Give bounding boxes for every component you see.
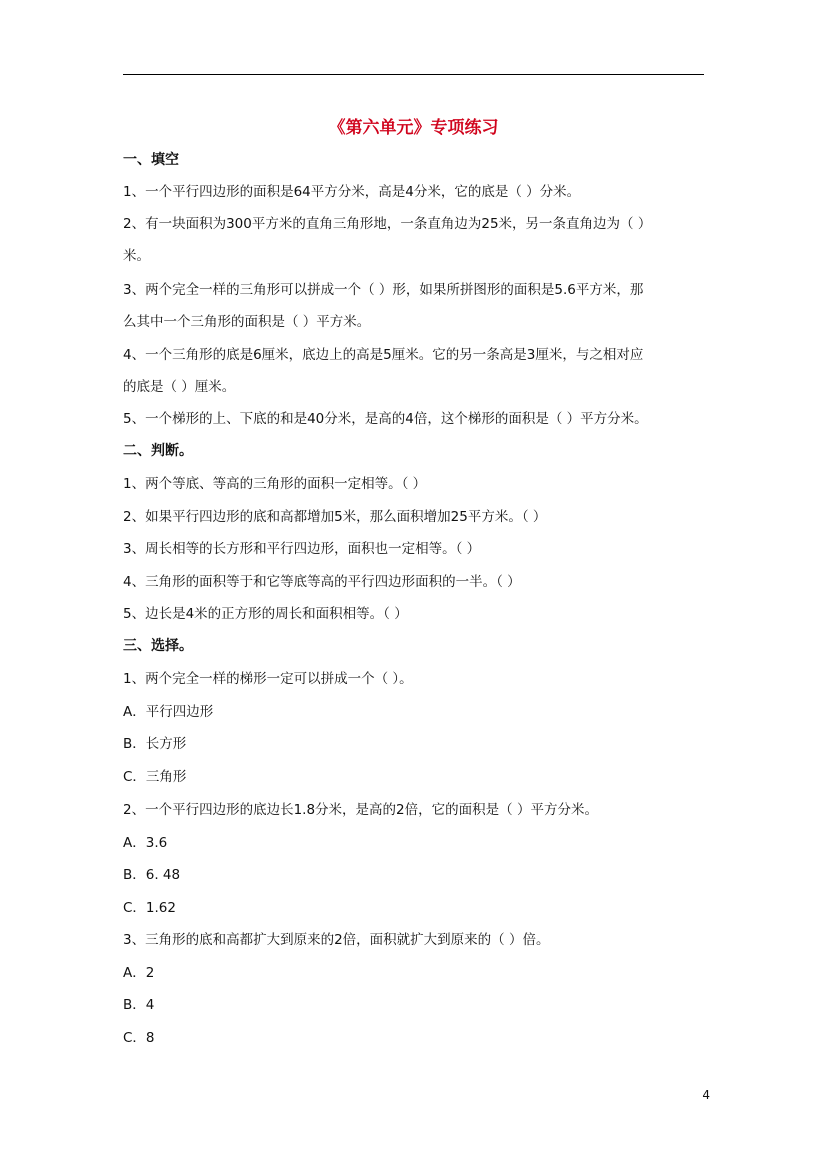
option-choice-2-c: C．1.62: [123, 900, 176, 916]
question-fill-5: 5、一个梯形的上、下底的和是40分米，是高的4倍，这个梯形的面积是（ ）平方分米。: [123, 411, 648, 427]
question-choice-1: 1、两个完全一样的梯形一定可以拼成一个（ ）。: [123, 671, 413, 687]
question-judge-4: 4、三角形的面积等于和它等底等高的平行四边形面积的一半。（ ）: [123, 574, 521, 590]
option-choice-3-a: A．2: [123, 965, 155, 981]
section-heading-judge: 二、判断。: [123, 443, 193, 459]
section-heading-choice: 三、选择。: [123, 638, 193, 654]
question-fill-3-line-1: 3、两个完全一样的三角形可以拼成一个（ ）形，如果所拼图形的面积是5.6平方米，那: [123, 282, 644, 298]
option-choice-2-a: A．3.6: [123, 835, 168, 851]
option-choice-1-a: A．平行四边形: [123, 704, 214, 720]
question-choice-3: 3、三角形的底和高都扩大到原来的2倍，面积就扩大到原来的（ ）倍。: [123, 932, 550, 948]
question-judge-5: 5、边长是4米的正方形的周长和面积相等。（ ）: [123, 606, 408, 622]
question-judge-2: 2、如果平行四边形的底和高都增加5米，那么面积增加25平方米。（ ）: [123, 509, 547, 525]
section-heading-fill-blank: 一、填空: [123, 152, 179, 168]
question-fill-2-line-2: 米。: [123, 248, 150, 264]
question-fill-3-line-2: 么其中一个三角形的面积是（ ）平方米。: [123, 314, 371, 330]
option-choice-2-b: B．6. 48: [123, 867, 181, 883]
page-title: 《第六单元》专项练习: [328, 118, 499, 138]
option-choice-1-c: C．三角形: [123, 769, 187, 785]
option-choice-3-c: C．8: [123, 1030, 155, 1046]
option-choice-1-b: B．长方形: [123, 736, 187, 752]
question-judge-1: 1、两个等底、等高的三角形的面积一定相等。（ ）: [123, 476, 427, 492]
question-fill-1: 1、一个平行四边形的面积是64平方分米，高是4分米，它的底是（ ）分米。: [123, 184, 581, 200]
question-judge-3: 3、周长相等的长方形和平行四边形，面积也一定相等。（ ）: [123, 541, 481, 557]
page-number: 4: [702, 1088, 710, 1102]
question-fill-4-line-1: 4、一个三角形的底是6厘米，底边上的高是5厘米。它的另一条高是3厘米，与之相对应: [123, 347, 644, 363]
option-choice-3-b: B．4: [123, 997, 155, 1013]
question-fill-2-line-1: 2、有一块面积为300平方米的直角三角形地，一条直角边为25米，另一条直角边为（ ）: [123, 216, 652, 232]
question-fill-4-line-2: 的底是（ ）厘米。: [123, 379, 236, 395]
header-rule: [123, 74, 704, 75]
question-choice-2: 2、一个平行四边形的底边长1.8分米，是高的2倍，它的面积是（ ）平方分米。: [123, 802, 598, 818]
